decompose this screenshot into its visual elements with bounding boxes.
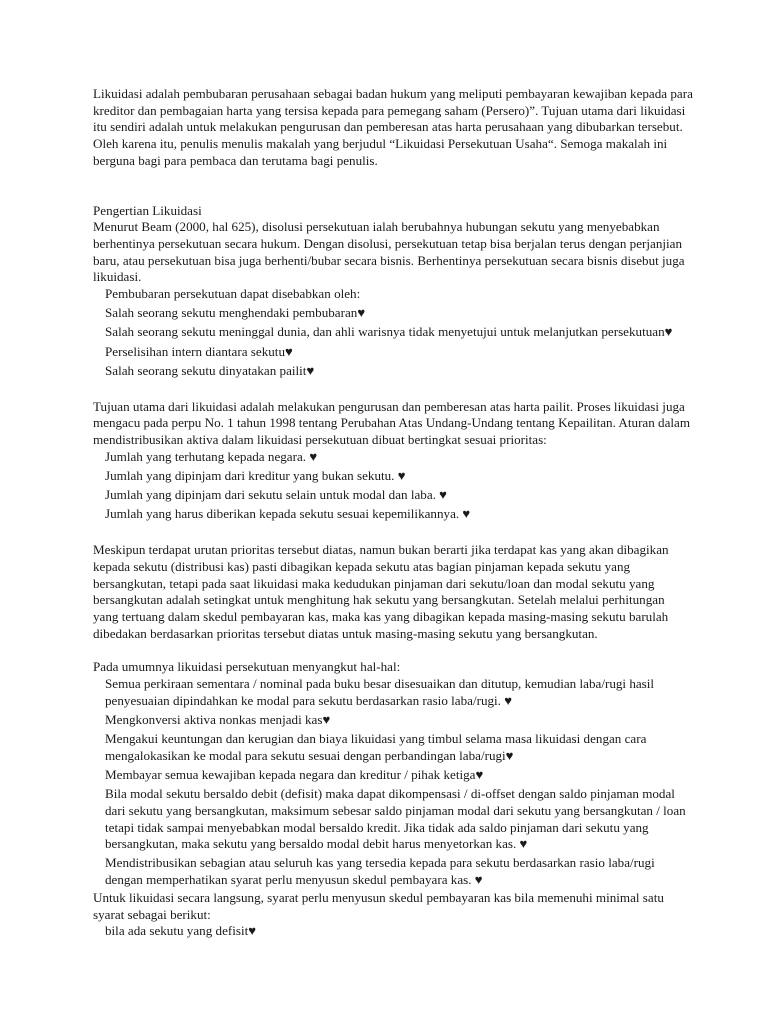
general-intro: Pada umumnya likuidasi persekutuan menyangkut hal-hal: — [93, 659, 401, 675]
list-item: Semua perkiraan sementara / nominal pada buku besar disesuaikan dan ditutup, kemudian laba/rugi hasil penyesuaian dipindahkan ke modal para sekutu berdasarkan rasio laba/rugi. ♥ — [105, 675, 655, 708]
section-heading: Pengertian Likuidasi — [93, 202, 202, 218]
list-item: Jumlah yang dipinjam dari kreditur yang bukan sekutu. ♥ — [105, 468, 406, 484]
list-item: Mengakui keuntungan dan kerugian dan biaya likuidasi yang timbul selama masa likuidasi dengan cara mengalokasikan ke modal para sekutu sesuai dengan perbandingan laba/rugi♥ — [105, 731, 647, 763]
document-body — [93, 86, 693, 941]
intro-paragraph-2: Oleh karena itu, penulis menulis makalah yang berjudul “Likuidasi Persekutuan Usaha“. Semoga makalah ini berguna bagi para pembaca dan terutama bagi penulis. — [93, 136, 668, 168]
list-item: Jumlah yang harus diberikan kepada sekutu sesuai kepemilikannya. ♥ — [105, 506, 471, 522]
priority-paragraph: Meskipun terdapat urutan prioritas tersebut diatas, namun bukan berarti jika terdapat kas yang akan dibagikan kepada sekutu (distribusi kas) pasti dibagikan kepada sekutu atas bagian pinjaman kepada sekutu yang bersangkutan, tetapi pada saat likuidasi maka kedudukan pinjaman dari sekutu/loan dan modal sekutu yang bersangkutan adalah setingkat untuk menghitung hak sekutu yang bersangkutan. Setelah melalui perhitungan yang tertuang dalam skedul pembayaran kas, maka kas yang dibagikan kepada masing-masing sekutu barulah dibedakan berdasarkan prioritas tersebut diatas untuk masing-masing sekutu yang bersangkutan. — [93, 542, 669, 641]
list-item: Mengkonversi aktiva nonkas menjadi kas♥ — [105, 711, 331, 727]
list-item: bila ada sekutu yang defisit♥ — [105, 923, 257, 939]
list-item: Bila modal sekutu bersaldo debit (defisit) maka dapat dikompensasi / di-offset dengan saldo pinjaman modal dari sekutu yang bersangkutan, maksimum sebesar saldo pinjaman modal dari sekutu yang bersangkutan / loan tetapi tidak sampai menyebabkan modal bersaldo kredit. Jika tidak ada saldo pinjaman dari sekutu yang bersangkutan, maka sekutu yang bersaldo modal debit harus menyetorkan kas. ♥ — [105, 786, 686, 852]
definition-paragraph: Menurut Beam (2000, hal 625), disolusi persekutuan ialah berubahnya hubungan sekutu yang menyebabkan berhentinya persekutuan secara hukum. Dengan disolusi, persekutuan tetap bisa berjalan terus dengan perjanjian baru, atau persekutuan bisa juga berhenti/bubar secara bisnis. Berhentinya persekutuan secara bisnis disebut juga likuidasi. — [93, 219, 685, 285]
list-item: Jumlah yang dipinjam dari sekutu selain untuk modal dan laba. ♥ — [105, 487, 447, 503]
purpose-paragraph: Tujuan utama dari likuidasi adalah melakukan pengurusan dan pemberesan atas harta pailit. Proses likuidasi juga mengacu pada perpu No. 1 tahun 1998 tentang Perubahan Atas Undang-Undang tentang Kepailitan. Aturan dalam mendistribusikan aktiva dalam likuidasi persekutuan dibuat bertingkat sesuai prioritas: — [93, 398, 691, 448]
list-item: Mendistribusikan sebagian atau seluruh kas yang tersedia kepada para sekutu berdasarkan rasio laba/rugi dengan memperhatikan syarat perlu menyusun skedul pembayara kas. ♥ — [105, 855, 655, 888]
intro-paragraph-1: Likuidasi adalah pembubaran perusahaan sebagai badan hukum yang meliputi pembayaran kewajiban kepada para kreditor dan pembagaian harta yang tersisa kepada para pemegang saham (Persero)”. Tujuan utama dari likuidasi itu sendiri adalah untuk melakukan pengurusan dan pemberesan atas harta perusahaan yang dibubarkan tersebut. — [93, 86, 693, 135]
list-item: Perselisihan intern diantara sekutu♥ — [105, 343, 293, 359]
list-item: Pembubaran persekutuan dapat disebabkan oleh: — [105, 286, 361, 302]
list-item: Salah seorang sekutu dinyatakan pailit♥ — [105, 362, 315, 378]
closing-paragraph: Untuk likuidasi secara langsung, syarat perlu menyusun skedul pembayaran kas bila memenuhi minimal satu syarat sebagai berikut: — [93, 889, 664, 922]
list-item: Salah seorang sekutu meninggal dunia, dan ahli warisnya tidak menyetujui untuk melanjutkan persekutuan♥ — [105, 324, 673, 340]
list-item: Jumlah yang terhutang kepada negara. ♥ — [105, 448, 318, 464]
list-item: Salah seorang sekutu menghendaki pembubaran♥ — [105, 305, 366, 321]
list-item: Membayar semua kewajiban kepada negara dan kreditur / pihak ketiga♥ — [105, 766, 484, 782]
